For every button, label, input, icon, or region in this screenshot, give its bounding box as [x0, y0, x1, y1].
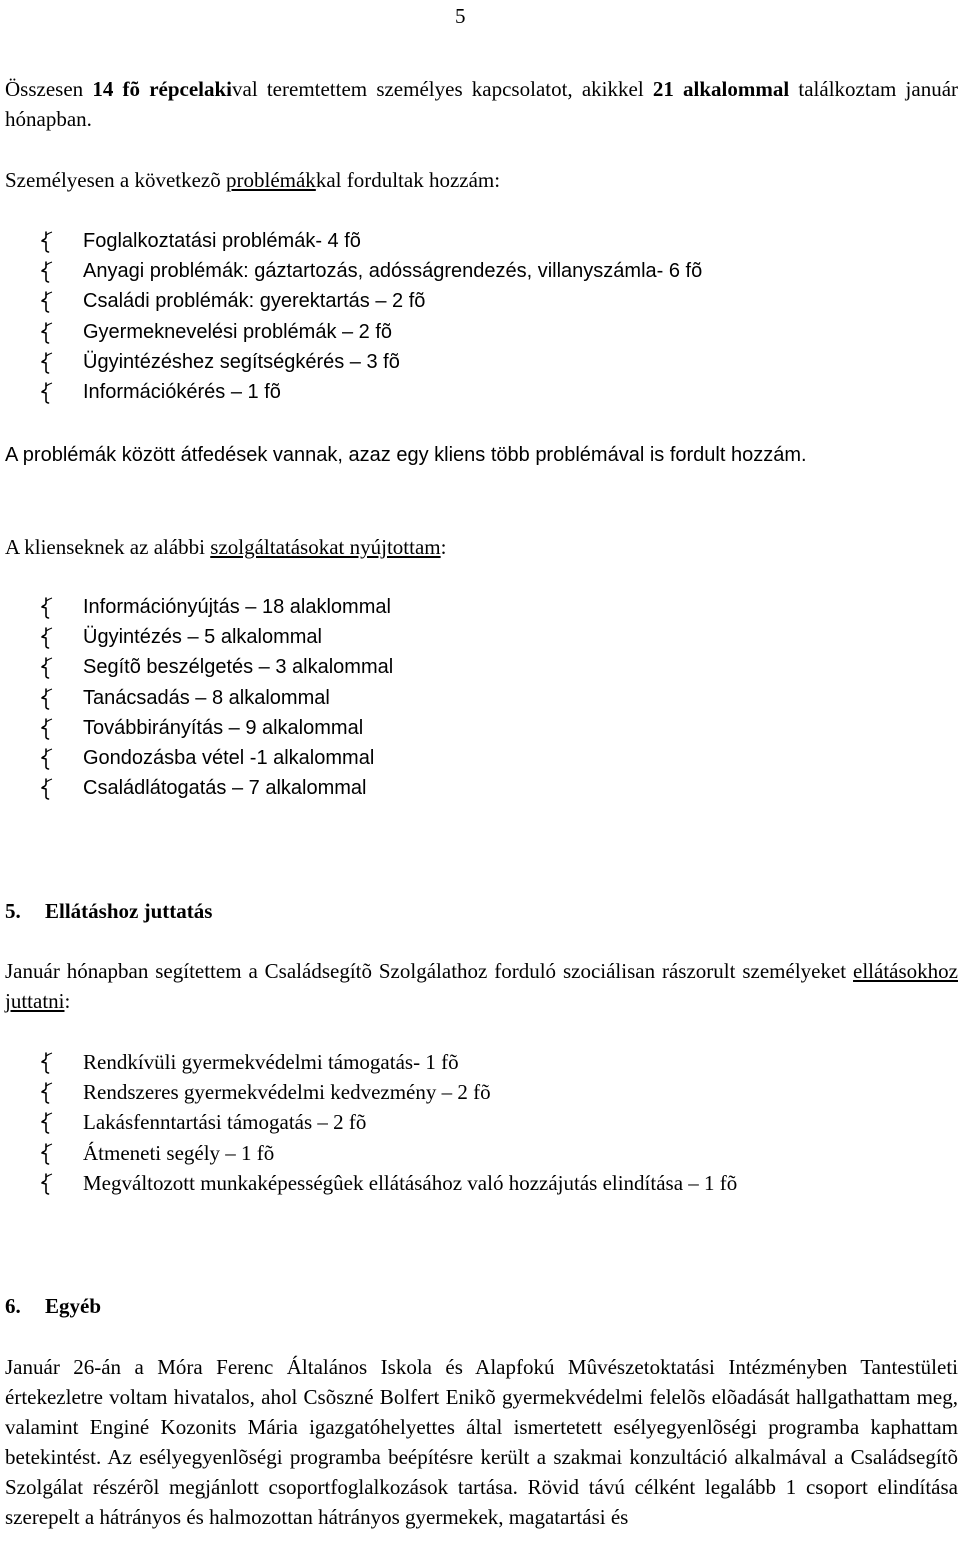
services-intro — [5, 532, 958, 562]
service-item — [0, 773, 393, 803]
intro-text-3: val teremtettem személyes kapcsolatot, akikkel — [232, 77, 653, 101]
problem-item — [0, 317, 702, 347]
problem-item — [0, 347, 702, 377]
bullet-icon — [41, 1112, 55, 1134]
bullet-icon — [41, 1052, 55, 1074]
problem-item — [0, 256, 702, 286]
benefit-item-text: Rendszeres gyermekvédelmi kedvezmény – 2 fõ — [83, 1080, 491, 1105]
bullet-icon — [41, 688, 55, 710]
intro-text-1: Összesen — [5, 77, 93, 101]
bullet-icon — [41, 291, 55, 313]
service-item — [0, 683, 393, 713]
bullet-icon — [41, 627, 55, 649]
benefit-item — [0, 1168, 737, 1198]
services-intro-underlined: szolgáltatásokat nyújtottam — [210, 535, 441, 559]
service-item-text: Ügyintézés – 5 alkalommal — [83, 626, 322, 649]
benefit-item-text: Átmeneti segély – 1 fõ — [83, 1140, 275, 1165]
problems-intro-underlined: problémák — [226, 168, 316, 192]
section-5-heading — [5, 896, 212, 926]
benefit-item-text: Rendkívüli gyermekvédelmi támogatás- 1 fõ — [83, 1050, 459, 1074]
service-item — [0, 652, 393, 682]
benefit-item — [0, 1107, 737, 1137]
service-item — [0, 622, 393, 652]
bullet-icon — [41, 322, 55, 344]
section-6-paragraph: Január 26-án a Móra Ferenc Általános Iskola és Alapfokú Mûvészetoktatási Intézményben Tantestületi értekezletre voltam hivatalos, ahol Csõszné Bolfert Enikõ gyermekvédelmi felelõs elõadását hallgathattam meg, valamint Enginé Kozonits Mária igazgatóhelyettes által ismertetett esélyegyenlõségi programba kaphattam betekintést. Az esélyegyenlõségi programba beépítésre került a szakmai konzultáció alkalmával a Családsegítõ Szolgálat részérõl megjánlott csoportfoglalkozások tartása. Rövid távú célként legalább 1 csoport elindítása szerepelt a hátrányos és halmozottan hátrányos gyermekek, magatartási és — [5, 1355, 958, 1529]
service-item — [0, 713, 393, 743]
problem-item-text: Foglalkoztatási problémák- 4 fõ — [83, 230, 361, 252]
section-5-title: Ellátáshoz juttatás — [45, 899, 213, 923]
problem-item-text: Ügyintézéshez segítségkérés – 3 fõ — [83, 350, 400, 373]
service-item — [0, 743, 393, 773]
bullet-icon — [41, 748, 55, 770]
bullet-icon — [41, 718, 55, 740]
service-item-text: Továbbirányítás – 9 alkalommal — [83, 716, 364, 739]
service-item — [0, 592, 393, 622]
benefit-item — [0, 1138, 737, 1168]
bullet-icon — [41, 231, 55, 253]
problem-item-text: Anyagi problémák: gáztartozás, adósságrendezés, villanyszámla- 6 fõ — [83, 260, 703, 283]
bullet-icon — [41, 597, 55, 619]
problems-intro-before: Személyesen a következõ — [5, 168, 226, 192]
services-intro-after: : — [440, 535, 447, 559]
service-item-text: Segítõ beszélgetés – 3 alkalommal — [83, 656, 394, 679]
benefit-item-text: Megváltozott munkaképességûek ellátásához való hozzájutás elindítása – 1 fõ — [83, 1170, 738, 1195]
intro-times: 21 alkalommal — [652, 77, 790, 101]
section-5-list — [0, 1047, 737, 1198]
problems-list — [0, 226, 702, 407]
bullet-icon — [41, 352, 55, 374]
intro-count: 14 fõ — [92, 77, 141, 101]
bullet-icon — [41, 778, 55, 800]
benefit-item-text: Lakásfenntartási támogatás – 2 fõ — [83, 1110, 367, 1135]
problem-item-text: Gyermeknevelési problémák – 2 fõ — [83, 320, 393, 343]
service-item-text: Családlátogatás – 7 alkalommal — [83, 777, 367, 800]
section-5-paragraph — [5, 956, 958, 1016]
section-5-para-before: Január hónapban segítettem a Családsegítõ Szolgálathoz forduló szociálisan rászorult személyeket — [5, 959, 854, 983]
service-item-text: Tanácsadás – 8 alkalommal — [83, 686, 330, 709]
intro-text-4: találkoztam január hónapban. — [5, 77, 959, 131]
section-6-heading — [5, 1291, 101, 1321]
intro-place: répcelaki — [149, 77, 233, 101]
bullet-icon — [41, 1143, 55, 1165]
problem-item — [0, 226, 702, 256]
services-intro-before: A klienseknek az alábbi — [5, 535, 211, 559]
section-6-title: Egyéb — [45, 1294, 102, 1318]
bullet-icon — [41, 657, 55, 679]
bullet-icon — [41, 261, 55, 283]
section-6-number: 6. — [5, 1294, 21, 1318]
service-item-text: Információnyújtás – 18 alaklommal — [83, 596, 391, 618]
problem-item-text: Családi problémák: gyerektartás – 2 fõ — [83, 290, 426, 313]
problems-intro — [5, 165, 958, 195]
bullet-icon — [41, 1173, 55, 1195]
intro-paragraph — [5, 74, 958, 134]
service-item-text: Gondozásba vétel -1 alkalommal — [83, 746, 375, 769]
problem-item — [0, 286, 702, 316]
bullet-icon — [41, 1082, 55, 1104]
problem-item — [0, 377, 702, 407]
benefit-item — [0, 1077, 737, 1107]
section-5-para-after: : — [64, 989, 71, 1013]
section-5-number: 5. — [5, 899, 21, 923]
benefit-item — [0, 1047, 737, 1077]
intro-text-2 — [140, 77, 149, 101]
overlap-note: A problémák között átfedések vannak, azaz egy kliens több problémával is fordult hozzám. — [5, 444, 807, 466]
bullet-icon — [41, 382, 55, 404]
problems-intro-after: kal fordultak hozzám: — [315, 168, 501, 192]
page-number: 5 — [455, 4, 466, 28]
services-list — [0, 592, 393, 803]
section-5-para-underlined: ellátásokhoz juttatni — [5, 959, 958, 1013]
problem-item-text: Információkérés – 1 fõ — [83, 380, 281, 403]
